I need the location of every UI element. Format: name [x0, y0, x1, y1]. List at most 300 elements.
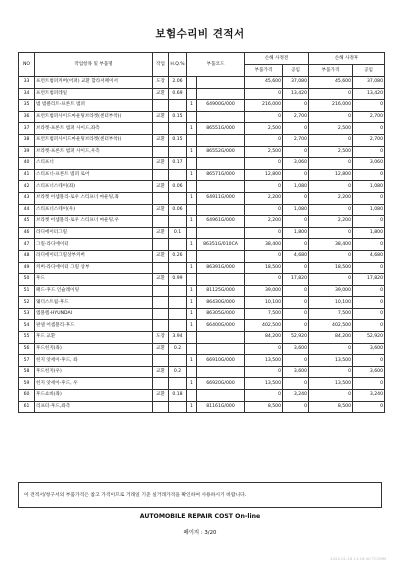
row-after-parts: 13,500: [309, 355, 353, 367]
row-item: 범 범클리트-프론트 범퍼: [35, 100, 153, 112]
row-before-labor: 0: [283, 123, 309, 135]
row-before-parts: 2,500: [245, 123, 283, 135]
row-before-labor: 0: [283, 355, 309, 367]
table-row: [19, 239, 385, 251]
row-work: [153, 169, 169, 181]
row-hqty: 2.06: [169, 77, 187, 89]
row-item: 리프터-후드,좌측: [35, 401, 153, 413]
row-qty: 1: [187, 378, 197, 390]
table-row: [19, 77, 385, 89]
row-before-labor: 0: [283, 216, 309, 228]
row-work: 교환: [153, 274, 169, 286]
row-work: [153, 355, 169, 367]
row-after-labor: 37,080: [353, 77, 385, 89]
row-work: 교환: [153, 134, 169, 146]
row-hqty: [169, 355, 187, 367]
row-after-parts: 0: [309, 390, 353, 402]
row-item: 엠블렘-HYUNDAI: [35, 308, 153, 320]
row-no: 37: [19, 123, 35, 135]
row-after-labor: 3,600: [353, 343, 385, 355]
row-hqty: 0.2: [169, 343, 187, 355]
table-row: [19, 250, 385, 262]
row-after-labor: 0: [353, 401, 385, 413]
row-after-labor: 0: [353, 320, 385, 332]
row-item: 후드 교환: [35, 332, 153, 344]
row-before-labor: 0: [283, 308, 309, 320]
row-qty: 1: [187, 297, 197, 309]
page-indicator: 페이지 : 3/20: [183, 530, 217, 536]
row-before-parts: 402,500: [245, 320, 283, 332]
row-qty: 1: [187, 146, 197, 158]
row-code: 64961G/000: [197, 216, 245, 228]
row-work: 교환: [153, 250, 169, 262]
row-work: [153, 308, 169, 320]
row-before-parts: 39,000: [245, 285, 283, 297]
row-after-parts: 0: [309, 343, 353, 355]
row-qty: [187, 204, 197, 216]
row-after-labor: 17,820: [353, 274, 385, 286]
row-code: [197, 366, 245, 378]
row-work: [153, 216, 169, 228]
row-before-labor: 0: [283, 100, 309, 112]
row-qty: [187, 88, 197, 100]
row-item: 브라켓 어셈블리-로우 스티프너 마운팅,우: [35, 216, 153, 228]
row-code: 86391G/000: [197, 262, 245, 274]
row-item: 브라켓-프론트 범퍼 사이드,좌측: [35, 123, 153, 135]
header-after-labor: 공임: [353, 65, 385, 77]
row-qty: 1: [187, 239, 197, 251]
row-no: 61: [19, 401, 35, 413]
row-before-labor: 0: [283, 146, 309, 158]
row-after-labor: 0: [353, 378, 385, 390]
row-before-parts: 0: [245, 250, 283, 262]
row-no: 59: [19, 378, 35, 390]
table-row: [19, 285, 385, 297]
row-no: 60: [19, 390, 35, 402]
row-after-labor: 0: [353, 192, 385, 204]
row-after-labor: 3,060: [353, 158, 385, 170]
row-hqty: 0.26: [169, 250, 187, 262]
row-code: 64911G/000: [197, 192, 245, 204]
row-item: 프런트범퍼사이드마운팅브라켓(센터부착)(: [35, 111, 153, 123]
row-after-labor: 0: [353, 355, 385, 367]
print-stamp: 2024-01-18 11:16:40 TCOMM: [330, 556, 386, 561]
row-work: 교환: [153, 366, 169, 378]
table-row: [19, 192, 385, 204]
row-no: 45: [19, 216, 35, 228]
row-qty: [187, 343, 197, 355]
table-row: [19, 401, 385, 413]
row-no: 47: [19, 239, 35, 251]
row-item: 스티프너스테이(우): [35, 204, 153, 216]
row-code: [197, 390, 245, 402]
row-after-labor: 0: [353, 169, 385, 181]
row-item: 후드힌지(좌): [35, 343, 153, 355]
row-no: 39: [19, 146, 35, 158]
row-before-labor: 1,080: [283, 181, 309, 193]
row-before-labor: 52,920: [283, 332, 309, 344]
row-item: 힌지 앗세이-후드, 우: [35, 378, 153, 390]
row-qty: 1: [187, 123, 197, 135]
row-after-parts: 2,200: [309, 192, 353, 204]
row-hqty: [169, 123, 187, 135]
row-code: [197, 111, 245, 123]
row-work: [153, 378, 169, 390]
row-before-parts: 13,500: [245, 378, 283, 390]
table-row: [19, 308, 385, 320]
row-before-parts: 0: [245, 158, 283, 170]
row-after-parts: 402,500: [309, 320, 353, 332]
row-before-labor: 3,600: [283, 366, 309, 378]
row-hqty: [169, 100, 187, 112]
row-before-parts: 216,000: [245, 100, 283, 112]
row-code: 86571G/000: [197, 169, 245, 181]
row-qty: 1: [187, 169, 197, 181]
row-after-parts: 12,800: [309, 169, 353, 181]
row-item: 프런트범퍼사이드마운팅브라켓(센터부착)(: [35, 134, 153, 146]
row-before-parts: 13,500: [245, 355, 283, 367]
row-before-parts: 0: [245, 274, 283, 286]
row-before-parts: 2,500: [245, 146, 283, 158]
row-code: 86430G/000: [197, 297, 245, 309]
row-before-labor: 17,820: [283, 274, 309, 286]
row-before-parts: 0: [245, 343, 283, 355]
row-qty: [187, 390, 197, 402]
table-row: [19, 88, 385, 100]
row-before-parts: 38,400: [245, 239, 283, 251]
row-before-labor: 3,240: [283, 390, 309, 402]
table-row: [19, 216, 385, 228]
row-after-parts: 216,000: [309, 100, 353, 112]
row-code: 86351G/010CA: [197, 239, 245, 251]
row-before-parts: 45,600: [245, 77, 283, 89]
row-before-labor: 3,600: [283, 343, 309, 355]
row-no: 38: [19, 134, 35, 146]
row-no: 33: [19, 77, 35, 89]
row-before-labor: 2,700: [283, 134, 309, 146]
row-code: 86551G/000: [197, 123, 245, 135]
row-hqty: [169, 297, 187, 309]
row-after-parts: 0: [309, 366, 353, 378]
row-code: 66910G/000: [197, 355, 245, 367]
row-hqty: 0.1: [169, 227, 187, 239]
row-qty: [187, 77, 197, 89]
footer-title: AUTOMOBILE REPAIR COST On-line: [139, 513, 261, 520]
row-before-labor: 13,420: [283, 88, 309, 100]
row-hqty: 0.06: [169, 181, 187, 193]
row-after-labor: 0: [353, 239, 385, 251]
row-item: 웨더스트립-후드: [35, 297, 153, 309]
row-no: 34: [19, 88, 35, 100]
row-hqty: [169, 285, 187, 297]
table-row: [19, 390, 385, 402]
row-no: 36: [19, 111, 35, 123]
document-title: 보험수리비 견적서: [155, 28, 245, 40]
row-no: 56: [19, 343, 35, 355]
row-after-parts: 2,500: [309, 146, 353, 158]
row-no: 43: [19, 192, 35, 204]
table-row: [19, 332, 385, 344]
row-hqty: [169, 146, 187, 158]
row-after-parts: 0: [309, 111, 353, 123]
table-row: [19, 262, 385, 274]
row-after-parts: 0: [309, 158, 353, 170]
row-before-labor: 4,680: [283, 250, 309, 262]
table-row: [19, 297, 385, 309]
header-before-labor: 공임: [283, 65, 309, 77]
row-code: 81125G/000: [197, 285, 245, 297]
row-code: 64900G/000: [197, 100, 245, 112]
row-work: 교환: [153, 88, 169, 100]
row-qty: 1: [187, 192, 197, 204]
row-work: [153, 285, 169, 297]
row-after-parts: 0: [309, 181, 353, 193]
row-qty: 1: [187, 308, 197, 320]
row-item: 판넬 어셈블리-후드: [35, 320, 153, 332]
row-qty: [187, 111, 197, 123]
table-row: [19, 227, 385, 239]
row-code: 86305G/000: [197, 308, 245, 320]
row-code: [197, 227, 245, 239]
row-before-parts: 0: [245, 366, 283, 378]
row-code: [197, 274, 245, 286]
row-hqty: 0.18: [169, 390, 187, 402]
row-after-parts: 84,200: [309, 332, 353, 344]
row-qty: 1: [187, 262, 197, 274]
row-item: 스티프너: [35, 158, 153, 170]
row-hqty: [169, 320, 187, 332]
price-note: 이 견적서/청구서의 부품가격은 참고 가격이므로 거래일 기준 실거래가격을 확인하여 사용하시기 바랍니다.: [18, 482, 382, 508]
row-item: 힌지 앗세이-후드, 좌: [35, 355, 153, 367]
header-work: 작업: [153, 53, 169, 77]
row-item: 스티프너스테이(좌): [35, 181, 153, 193]
table-row: [19, 320, 385, 332]
row-after-labor: 0: [353, 262, 385, 274]
row-work: 교환: [153, 181, 169, 193]
row-before-parts: 0: [245, 181, 283, 193]
row-code: [197, 134, 245, 146]
header-code: 부품코드: [187, 53, 245, 77]
row-after-parts: 0: [309, 250, 353, 262]
row-before-parts: 8,500: [245, 401, 283, 413]
row-before-parts: 2,200: [245, 216, 283, 228]
row-no: 51: [19, 285, 35, 297]
row-item: 커버-라디에이터 그릴 상부: [35, 262, 153, 274]
row-code: [197, 158, 245, 170]
row-code: 66400G/000: [197, 320, 245, 332]
row-before-labor: 37,080: [283, 77, 309, 89]
row-after-labor: 52,920: [353, 332, 385, 344]
row-qty: [187, 227, 197, 239]
table-row: [19, 146, 385, 158]
header-after: 손해 사정후: [309, 53, 385, 65]
row-qty: [187, 181, 197, 193]
row-before-labor: 0: [283, 169, 309, 181]
row-work: 도장: [153, 332, 169, 344]
row-before-parts: 0: [245, 227, 283, 239]
row-work: [153, 123, 169, 135]
row-after-labor: 1,080: [353, 181, 385, 193]
row-hqty: [169, 239, 187, 251]
row-before-labor: 0: [283, 401, 309, 413]
row-code: [197, 250, 245, 262]
row-item: 브라켓 어셈블리-로우 스티프너 마운팅,좌: [35, 192, 153, 204]
row-after-parts: 0: [309, 274, 353, 286]
row-work: 교환: [153, 227, 169, 239]
row-after-labor: 3,600: [353, 366, 385, 378]
row-work: [153, 297, 169, 309]
row-after-labor: 0: [353, 216, 385, 228]
row-qty: 1: [187, 401, 197, 413]
row-before-labor: 0: [283, 285, 309, 297]
row-after-parts: 2,500: [309, 123, 353, 135]
table-row: [19, 111, 385, 123]
table-row: [19, 158, 385, 170]
table-row: [19, 343, 385, 355]
row-after-parts: 0: [309, 204, 353, 216]
row-item: 패드-후드 인슐레이팅: [35, 285, 153, 297]
row-before-parts: 7,500: [245, 308, 283, 320]
row-item: 프런트범퍼레일: [35, 88, 153, 100]
row-qty: [187, 158, 197, 170]
table-row: [19, 366, 385, 378]
row-item: 스티프너-프론트 범퍼 로어: [35, 169, 153, 181]
row-qty: [187, 250, 197, 262]
row-after-parts: 45,600: [309, 77, 353, 89]
row-before-parts: 0: [245, 134, 283, 146]
row-item: 브라켓-프론트 범퍼 사이드,우측: [35, 146, 153, 158]
row-hqty: 3.94: [169, 332, 187, 344]
table-row: [19, 355, 385, 367]
row-no: 44: [19, 204, 35, 216]
row-no: 54: [19, 320, 35, 332]
row-qty: [187, 366, 197, 378]
row-item: 라디에이터그릴상부커버: [35, 250, 153, 262]
row-after-parts: 7,500: [309, 308, 353, 320]
table-row: [19, 204, 385, 216]
row-item: 후드힌지(우): [35, 366, 153, 378]
row-qty: 1: [187, 100, 197, 112]
row-after-labor: 4,680: [353, 250, 385, 262]
row-after-labor: 0: [353, 285, 385, 297]
row-work: 교환: [153, 158, 169, 170]
row-before-labor: 0: [283, 378, 309, 390]
row-after-labor: 0: [353, 100, 385, 112]
row-code: 86552G/000: [197, 146, 245, 158]
row-work: 교환: [153, 390, 169, 402]
row-item: 후드쇼바(좌): [35, 390, 153, 402]
row-hqty: 0.99: [169, 274, 187, 286]
row-item: 후드: [35, 274, 153, 286]
row-no: 58: [19, 366, 35, 378]
row-before-parts: 12,800: [245, 169, 283, 181]
row-hqty: 0.15: [169, 111, 187, 123]
row-before-parts: 0: [245, 111, 283, 123]
row-hqty: 0.06: [169, 204, 187, 216]
row-code: [197, 343, 245, 355]
row-item: 라디에이터그릴: [35, 227, 153, 239]
row-qty: 1: [187, 216, 197, 228]
row-no: 42: [19, 181, 35, 193]
row-work: 교환: [153, 343, 169, 355]
row-before-labor: 0: [283, 320, 309, 332]
row-code: [197, 332, 245, 344]
row-after-labor: 2,700: [353, 111, 385, 123]
row-work: 교환: [153, 111, 169, 123]
row-before-labor: 2,700: [283, 111, 309, 123]
row-after-parts: 0: [309, 88, 353, 100]
row-before-parts: 0: [245, 88, 283, 100]
row-hqty: 0.69: [169, 88, 187, 100]
row-after-labor: 3,240: [353, 390, 385, 402]
row-after-parts: 10,100: [309, 297, 353, 309]
row-after-parts: 2,200: [309, 216, 353, 228]
row-after-parts: 38,400: [309, 239, 353, 251]
row-no: 49: [19, 262, 35, 274]
row-before-parts: 84,200: [245, 332, 283, 344]
row-after-labor: 0: [353, 123, 385, 135]
row-after-labor: 1,080: [353, 204, 385, 216]
row-code: 66920G/000: [197, 378, 245, 390]
header-no: NO: [19, 53, 35, 77]
row-no: 40: [19, 158, 35, 170]
row-hqty: [169, 192, 187, 204]
row-item: 프런트범퍼커버(어퍼) 교환 합라서페이서: [35, 77, 153, 89]
row-work: [153, 192, 169, 204]
row-after-labor: 0: [353, 308, 385, 320]
row-before-parts: 10,100: [245, 297, 283, 309]
row-qty: [187, 134, 197, 146]
row-qty: 1: [187, 355, 197, 367]
row-after-parts: 13,500: [309, 378, 353, 390]
row-qty: 1: [187, 285, 197, 297]
table-row: [19, 274, 385, 286]
row-after-labor: 13,420: [353, 88, 385, 100]
row-work: [153, 320, 169, 332]
row-before-labor: 1,080: [283, 204, 309, 216]
row-before-labor: 3,060: [283, 158, 309, 170]
table-row: [19, 123, 385, 135]
header-hqty: H.Q.%: [169, 53, 187, 77]
row-work: [153, 239, 169, 251]
row-before-labor: 0: [283, 192, 309, 204]
row-after-parts: 18,500: [309, 262, 353, 274]
table-row: [19, 100, 385, 112]
row-after-labor: 0: [353, 297, 385, 309]
header-before-parts: 부품가격: [245, 65, 283, 77]
row-after-labor: 1,800: [353, 227, 385, 239]
row-code: [197, 204, 245, 216]
row-item: 그릴-라디에이터: [35, 239, 153, 251]
row-work: 교환: [153, 204, 169, 216]
row-before-labor: 0: [283, 297, 309, 309]
row-no: 48: [19, 250, 35, 262]
row-before-parts: 18,500: [245, 262, 283, 274]
table-row: [19, 181, 385, 193]
row-no: 55: [19, 332, 35, 344]
row-code: [197, 88, 245, 100]
row-before-labor: 0: [283, 262, 309, 274]
row-no: 46: [19, 227, 35, 239]
row-before-labor: 0: [283, 239, 309, 251]
row-code: [197, 77, 245, 89]
row-before-parts: 2,200: [245, 192, 283, 204]
row-before-parts: 0: [245, 390, 283, 402]
row-after-parts: 0: [309, 227, 353, 239]
row-work: [153, 146, 169, 158]
row-after-labor: 2,700: [353, 134, 385, 146]
row-after-parts: 39,000: [309, 285, 353, 297]
